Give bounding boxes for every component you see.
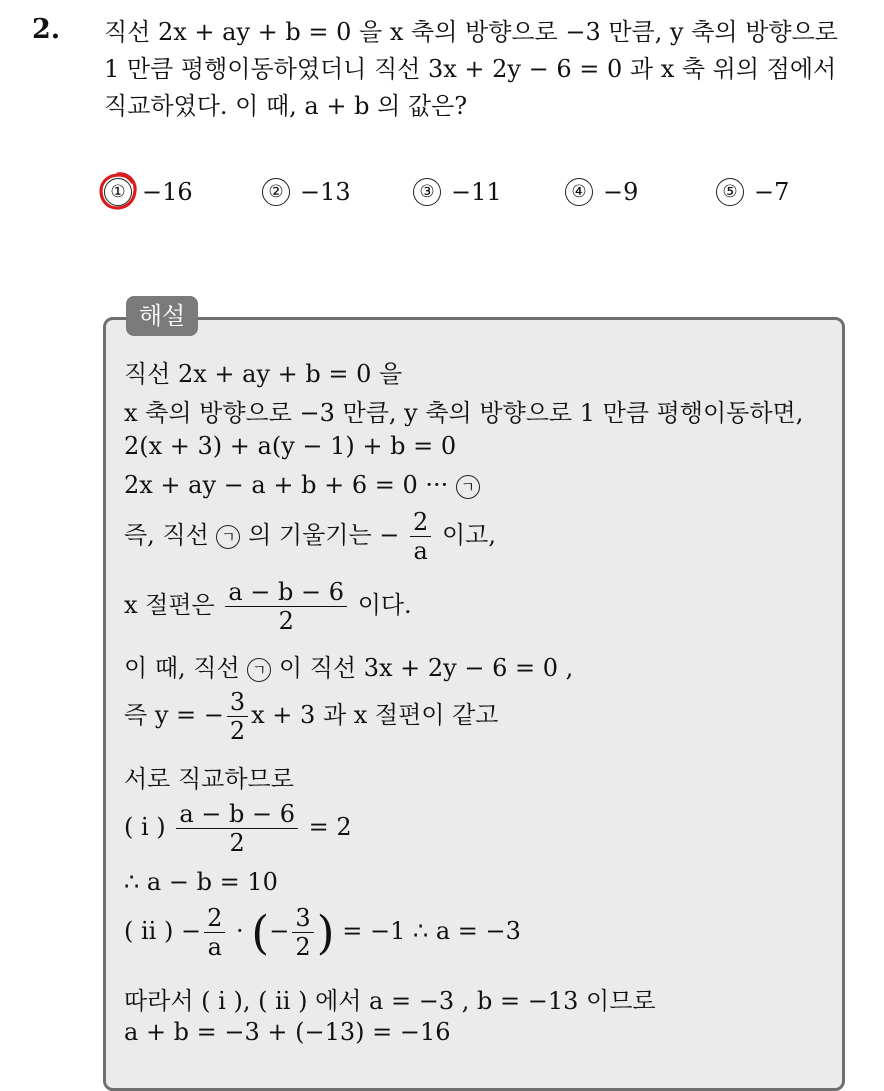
choice-5[interactable]: [716, 178, 789, 206]
solution-text: 의 기울기는 −: [248, 521, 400, 549]
choice-value: −16: [142, 178, 193, 206]
solution-text: 즉, 직선: [124, 521, 209, 549]
equation-label-circle: ㄱ: [216, 525, 240, 549]
solution-line: [124, 471, 844, 499]
solution-line: 따라서 ( i ), ( ii ) 에서 a = −3 , b = −13 이므로: [124, 987, 656, 1015]
choice-value: −9: [603, 178, 639, 206]
solution-line: ∴ a − b = 10: [124, 868, 278, 896]
solution-text: 이고,: [441, 521, 496, 549]
solution-text: = 2: [308, 813, 352, 841]
choice-value: −13: [300, 178, 351, 206]
fraction-denominator: a: [413, 537, 428, 565]
fraction-denominator: 2: [295, 933, 311, 961]
fraction-numerator: 2: [204, 904, 225, 933]
fraction-denominator: a: [207, 933, 222, 961]
solution-line: [124, 648, 844, 683]
fraction-numerator: 2: [410, 508, 431, 537]
solution-text: ( i ): [124, 813, 166, 841]
solution-line: [124, 800, 844, 857]
solution-text: x + 3 과 x 절편이 같고: [251, 701, 499, 729]
fraction-denominator: 2: [278, 607, 294, 635]
fraction: [225, 578, 347, 635]
choice-number-circle: ③: [413, 178, 441, 206]
choice-3[interactable]: [413, 178, 502, 206]
question-line: 직선 2x + ay + b = 0 을 x 축의 방향으로 −3 만큼, y 축의 방향으로: [104, 18, 838, 46]
choice-4[interactable]: [565, 178, 638, 206]
equation-label-circle: ㄱ: [456, 475, 480, 499]
solution-text: ( ii ) −: [124, 917, 202, 945]
choice-number-circle: ①: [104, 178, 132, 206]
choice-value: −11: [451, 178, 502, 206]
solution-line: [124, 688, 844, 745]
question-line: 1 만큼 평행이동하였더니 직선 3x + 2y − 6 = 0 과 x 축 위의 점에서: [104, 55, 837, 83]
solution-line: 직선 2x + ay + b = 0 을: [124, 360, 403, 388]
solution-tag: 해설: [126, 296, 198, 336]
solution-line: x 축의 방향으로 −3 만큼, y 축의 방향으로 1 만큼 평행이동하면,: [124, 399, 804, 427]
solution-text: −: [269, 917, 290, 945]
fraction: [227, 688, 248, 745]
question-line: 직교하였다. 이 때, a + b 의 값은?: [104, 92, 468, 120]
choice-2[interactable]: [262, 178, 351, 206]
choice-number-circle: ④: [565, 178, 593, 206]
answer-check-mark-icon: [98, 171, 138, 211]
choice-number-circle: ②: [262, 178, 290, 206]
fraction-numerator: a − b − 6: [225, 578, 347, 607]
equation-text: 2x + ay − a + b + 6 = 0 ···: [124, 471, 449, 499]
solution-text: 이다.: [357, 591, 412, 619]
solution-text: 즉 y = −: [124, 701, 224, 729]
fraction: [176, 800, 298, 857]
fraction-numerator: 3: [292, 904, 313, 933]
choice-value: −7: [754, 178, 790, 206]
solution-text: x 절편은: [124, 591, 215, 619]
question-number: 2.: [32, 14, 61, 45]
fraction: [292, 904, 313, 961]
equation-label-circle: ㄱ: [247, 658, 271, 682]
solution-line: [124, 904, 844, 961]
solution-text: = −1 ∴ a = −3: [342, 917, 521, 945]
answer-choices: [0, 178, 884, 218]
fraction: [410, 508, 431, 565]
solution-text: 이 직선 3x + 2y − 6 = 0 ,: [278, 654, 574, 682]
choice-1[interactable]: [104, 178, 193, 206]
paren-close: ): [316, 905, 335, 960]
solution-line: [124, 578, 844, 635]
solution-line: 서로 직교하므로: [124, 765, 294, 793]
solution-line: [124, 508, 844, 565]
solution-text: 이 때, 직선: [124, 654, 240, 682]
question-text: [104, 14, 864, 125]
fraction-denominator: 2: [229, 829, 245, 857]
fraction-denominator: 2: [229, 717, 246, 745]
choice-number-circle: ⑤: [716, 178, 744, 206]
fraction-numerator: a − b − 6: [176, 800, 298, 829]
fraction-numerator: 3: [227, 688, 248, 717]
solution-line: 2(x + 3) + a(y − 1) + b = 0: [124, 432, 457, 460]
paren-open: (: [251, 905, 270, 960]
fraction: [204, 904, 225, 961]
solution-line: a + b = −3 + (−13) = −16: [124, 1018, 451, 1046]
solution-text: ·: [236, 917, 244, 945]
